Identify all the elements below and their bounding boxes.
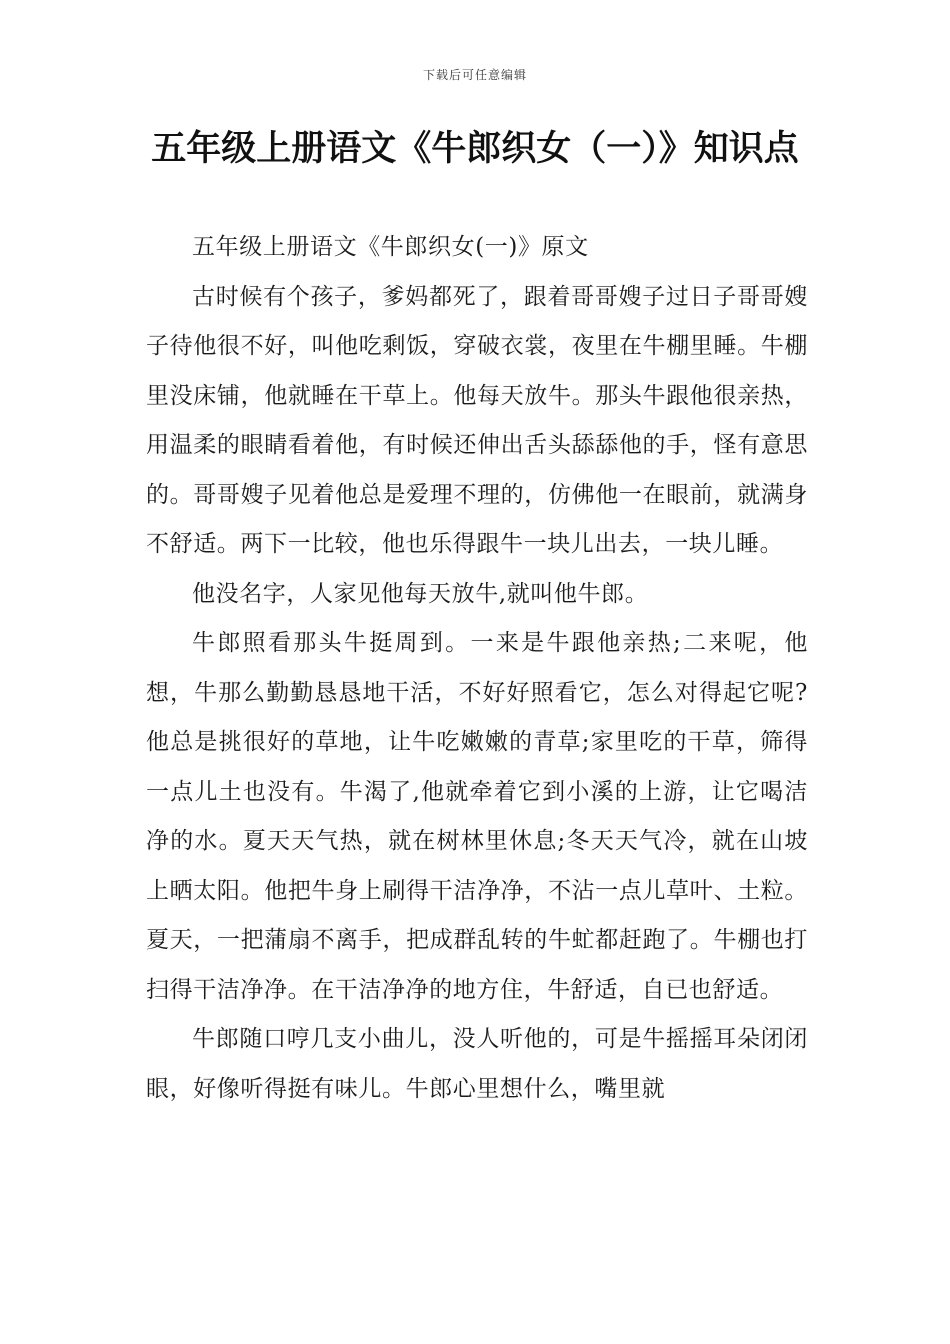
body-paragraph: 牛郎随口哼几支小曲儿，没人听他的，可是牛摇摇耳朵闭闭眼，好像听得挺有味儿。牛郎心里想什么，嘴里就 <box>146 1026 808 1102</box>
body-paragraph: 古时候有个孩子，爹妈都死了，跟着哥哥嫂子过日子哥哥嫂子待他很不好，叫他吃剩饭，穿破衣裳，夜里在牛棚里睡。牛棚里没床铺，他就睡在干草上。他每天放牛。那头牛跟他很亲热，用温柔的眼睛看着他，有时候还伸出舌头舔舔他的手，怪有意思的。哥哥嫂子见着他总是爱理不理的，仿佛他一在眼前，就满身不舒适。两下一比较，他也乐得跟牛一块儿出去，一块儿睡。 <box>146 283 808 557</box>
document-title: 五年级上册语文《牛郎织女（一）》知识点 <box>151 129 799 169</box>
body-paragraph: 牛郎照看那头牛挺周到。一来是牛跟他亲热;二来呢，他想，牛那么勤勤恳恳地干活，不好好照看它，怎么对得起它呢?他总是挑很好的草地，让牛吃嫩嫩的青草;家里吃的干草，筛得一点儿土也没有。牛渴了,他就牵着它到小溪的上游，让它喝洁净的水。夏天天气热，就在树林里休息;冬天天气冷，就在山坡上晒太阳。他把牛身上刷得干洁净净，不沾一点儿草叶、土粒。夏天，一把蒲扇不离手，把成群乱转的牛虻都赶跑了。牛棚也打扫得干洁净净。在干洁净净的地方住，牛舒适，自已也舒适。 <box>146 630 808 1003</box>
header-note: 下载后可任意编辑 <box>422 68 527 82</box>
subtitle-paragraph: 五年级上册语文《牛郎织女(一)》原文 <box>192 234 589 260</box>
body-paragraph: 他没名字，人家见他每天放牛,就叫他牛郎。 <box>192 580 649 607</box>
document-body <box>146 223 808 1114</box>
